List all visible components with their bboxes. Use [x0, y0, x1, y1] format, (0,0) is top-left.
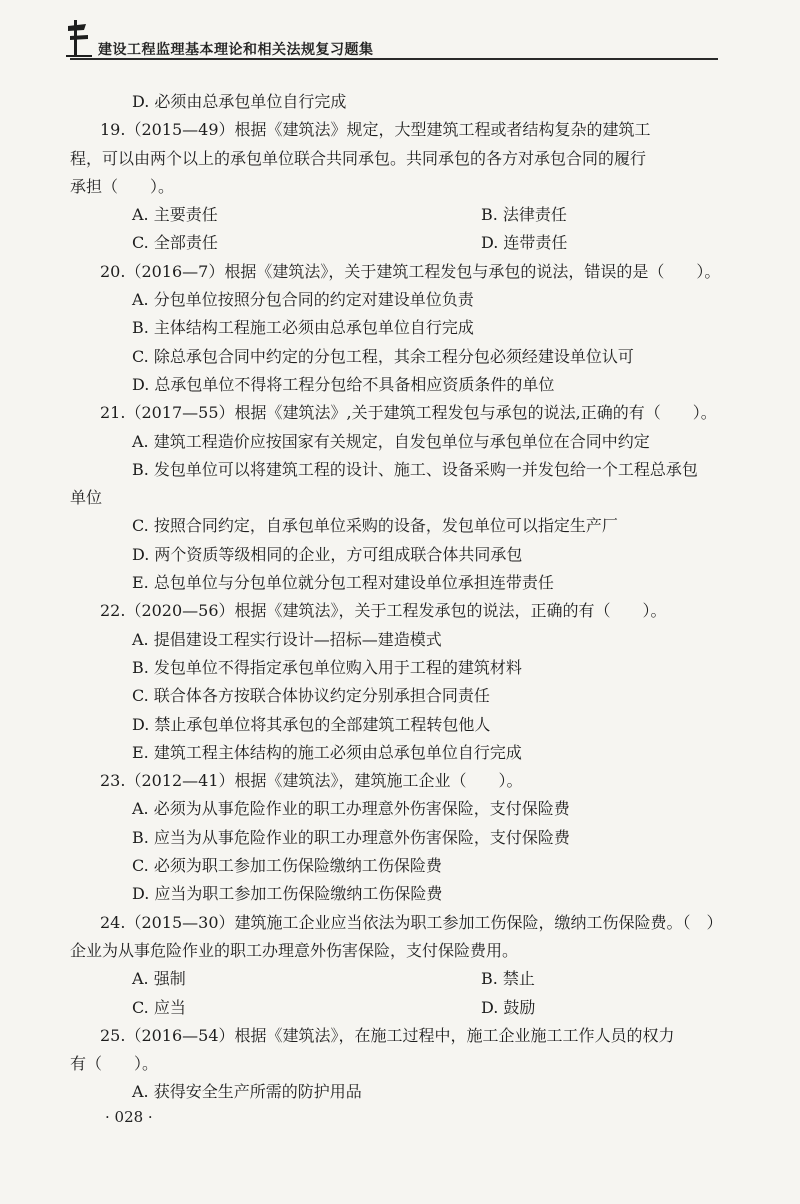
- option-text: D. 禁止承包单位将其承包的全部建筑工程转包他人: [132, 714, 491, 734]
- option-text: B. 应当为从事危险作业的职工办理意外伤害保险，支付保险费: [132, 827, 570, 847]
- option-text: A. 提倡建设工程实行设计—招标—建造模式: [132, 629, 442, 649]
- header-title: 建设工程监理基本理论和相关法规复习题集: [98, 42, 374, 58]
- option-text: E. 建筑工程主体结构的施工必须由总承包单位自行完成: [132, 742, 522, 762]
- question-stem: 23.（2012—41）根据《建筑法》，建筑施工企业（ ）。: [100, 771, 523, 791]
- running-header: [0, 0, 800, 70]
- option-text: C. 全部责任: [132, 233, 218, 253]
- option-text: D. 鼓励: [481, 997, 536, 1017]
- continuation-line: 承担（ ）。: [70, 176, 175, 196]
- question-stem: 22.（2020—56）根据《建筑法》，关于工程发承包的说法，正确的有（ ）。: [100, 601, 667, 621]
- header-divider: [70, 58, 718, 60]
- option-text: B. 法律责任: [481, 205, 567, 225]
- option-text: C. 应当: [132, 997, 186, 1017]
- question-stem: 20.（2016—7）根据《建筑法》，关于建筑工程发包与承包的说法，错误的是（ ）。: [100, 261, 721, 281]
- option-text: A. 建筑工程造价应按国家有关规定，自发包单位与承包单位在合同中约定: [132, 431, 650, 451]
- option-text: B. 发包单位不得指定承包单位购入用于工程的建筑材料: [132, 657, 522, 677]
- option-text: C. 除总承包合同中约定的分包工程，其余工程分包必须经建设单位认可: [132, 346, 634, 366]
- continuation-line: 有（ ）。: [70, 1054, 159, 1074]
- continuation-line: 企业为从事危险作业的职工办理意外伤害保险，支付保险费用。: [70, 940, 519, 960]
- continuation-line: 程，可以由两个以上的承包单位联合共同承包。共同承包的各方对承包合同的履行: [70, 148, 647, 168]
- option-text: D. 连带责任: [481, 233, 568, 253]
- question-stem: 21.（2017—55）根据《建筑法》,关于建筑工程发包与承包的说法,正确的有（ ）。: [100, 403, 717, 423]
- question-stem: 19.（2015—49）根据《建筑法》规定，大型建筑工程或者结构复杂的建筑工: [100, 120, 651, 140]
- option-text: A. 强制: [132, 969, 186, 989]
- signpost-logo-icon: [64, 16, 94, 58]
- option-text: A. 分包单位按照分包合同的约定对建设单位负责: [132, 290, 474, 310]
- option-text: D. 必须由总承包单位自行完成: [132, 92, 347, 111]
- option-text: B. 禁止: [481, 969, 535, 989]
- option-pair-row: [100, 201, 730, 229]
- option-pair-row: [100, 965, 730, 993]
- option-text: A. 获得安全生产所需的防护用品: [132, 1082, 362, 1102]
- option-text: D. 两个资质等级相同的企业，方可组成联合体共同承包: [132, 544, 523, 564]
- option-text: E. 总包单位与分包单位就分包工程对建设单位承担连带责任: [132, 573, 554, 593]
- question-content: [70, 88, 730, 1107]
- option-text: C. 按照合同约定，自承包单位采购的设备，发包单位可以指定生产厂: [132, 516, 618, 536]
- option-text: A. 必须为从事危险作业的职工办理意外伤害保险，支付保险费: [132, 799, 570, 819]
- option-pair-row: [100, 994, 730, 1022]
- question-stem: 24.（2015—30）建筑施工企业应当依法为职工参加工伤保险，缴纳工伤保险费。（ ）: [100, 912, 723, 932]
- continuation-line: 单位: [70, 488, 103, 508]
- option-text: C. 联合体各方按联合体协议约定分别承担合同责任: [132, 686, 490, 706]
- option-text: B. 发包单位可以将建筑工程的设计、施工、设备采购一并发包给一个工程总承包: [132, 459, 698, 479]
- option-pair-row: [100, 229, 730, 257]
- option-text: C. 必须为职工参加工伤保险缴纳工伤保险费: [132, 856, 442, 876]
- option-text: B. 主体结构工程施工必须由总承包单位自行完成: [132, 318, 474, 338]
- option-text: A. 主要责任: [132, 205, 218, 225]
- page-number: · 028 ·: [105, 1108, 153, 1126]
- question-stem: 25.（2016—54）根据《建筑法》，在施工过程中，施工企业施工工作人员的权力: [100, 1025, 675, 1045]
- option-text: D. 应当为职工参加工伤保险缴纳工伤保险费: [132, 884, 443, 904]
- option-text: D. 总承包单位不得将工程分包给不具备相应资质条件的单位: [132, 374, 555, 394]
